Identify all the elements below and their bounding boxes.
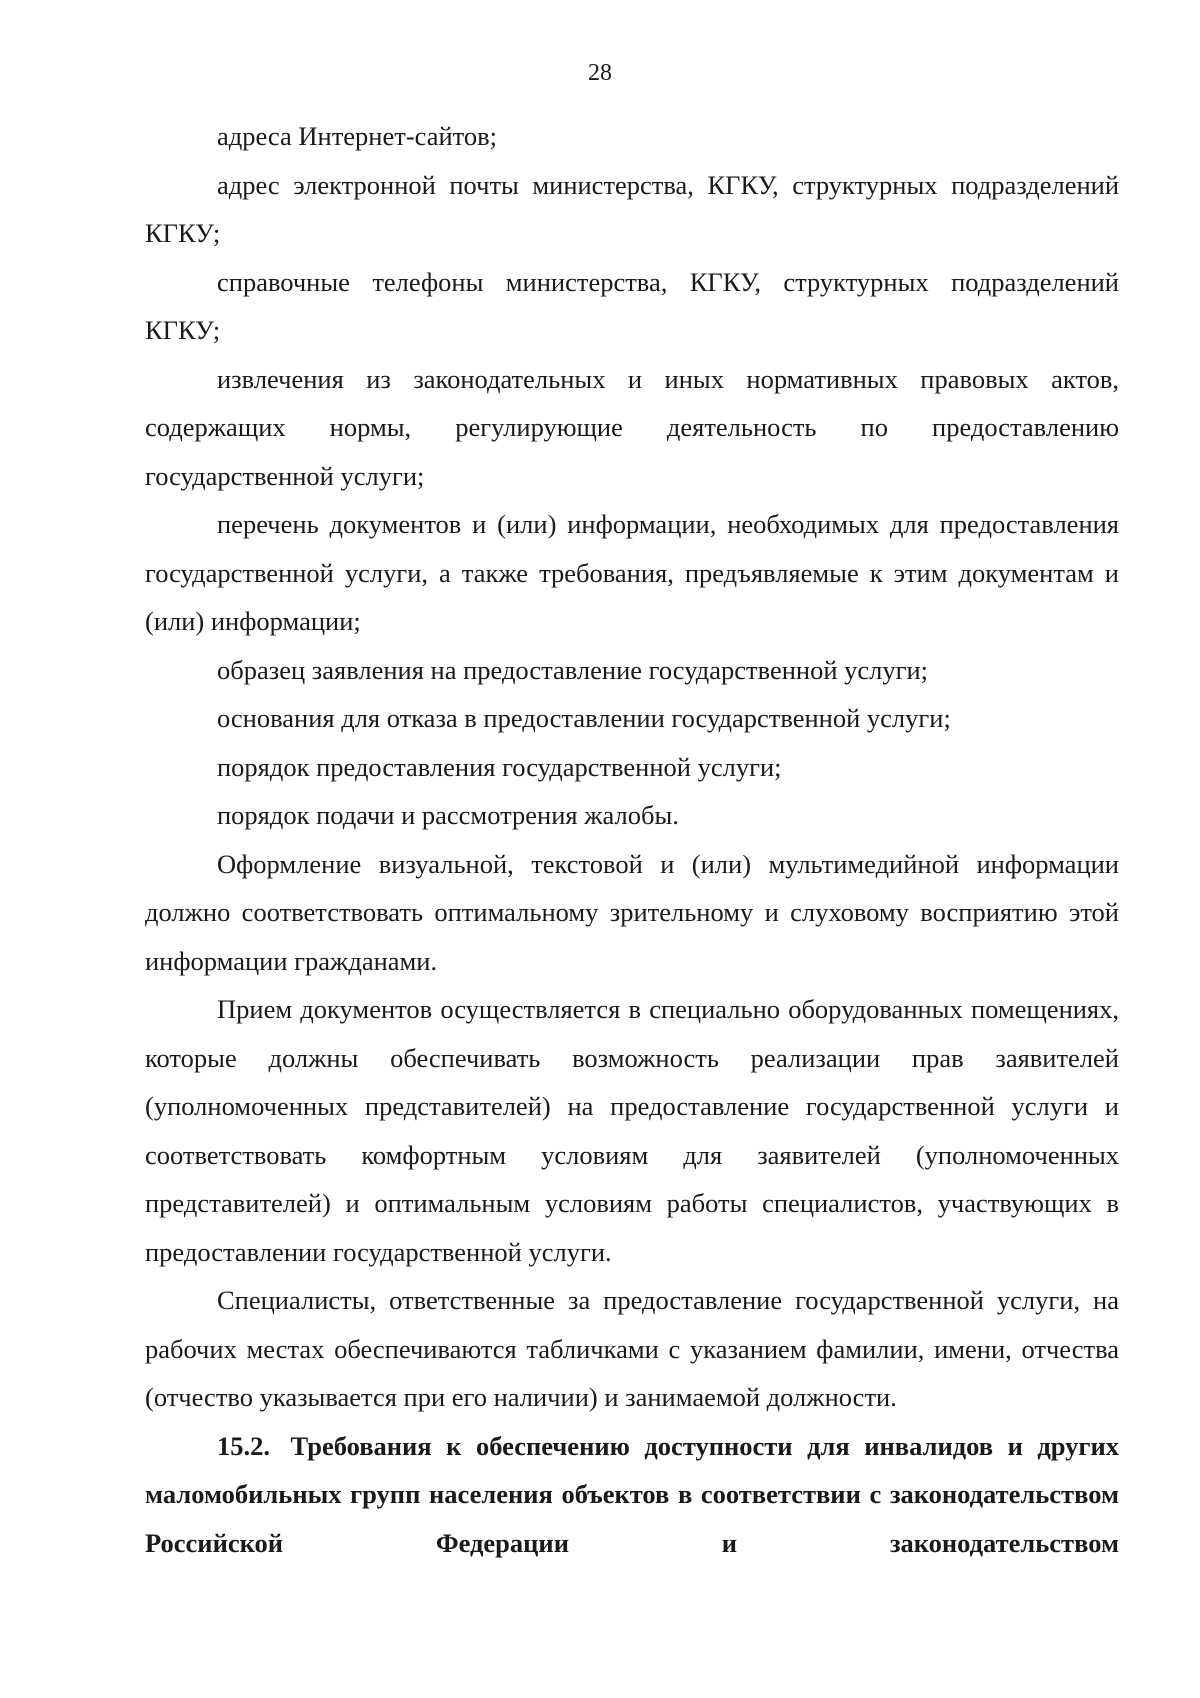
section-title: Требования к обеспечению доступности для инвалидов и других маломобильных групп населения объектов в соответствии с законодательством Российской Федерации и законодательством [145,1430,1119,1558]
paragraph-refusal-grounds: основания для отказа в предоставлении государственной услуги; [217,703,951,733]
paragraph-complaint-procedure: порядок подачи и рассмотрения жалобы. [217,800,679,830]
paragraph-legal-extracts: извлечения из законодательных и иных нормативных правовых актов, содержащих нормы, регулирующие деятельность по предоставлению государственной услуги; [145,363,1119,491]
paragraph-information-design: Оформление визуальной, текстовой и (или) мультимедийной информации должно соответствовать оптимальному зрительному и слуховому восприятию этой информации гражданами. [145,848,1119,976]
paragraph-websites: адреса Интернет-сайтов; [217,121,498,151]
paragraph-phones: справочные телефоны министерства, КГКУ, структурных подразделений КГКУ; [145,266,1119,345]
paragraph-application-sample: образец заявления на предоставление государственной услуги; [217,654,929,685]
section-heading [145,1422,1119,1568]
paragraph-service-procedure: порядок предоставления государственной услуги; [217,751,782,782]
paragraph-specialists-nameplates: Специалисты, ответственные за предоставление государственной услуги, на рабочих местах обеспечиваются табличками с указанием фамилии, имени, отчества (отчество указывается при его наличии) и занимаемой должности. [145,1285,1119,1412]
document-body [145,112,1119,1567]
paragraph-documents-list: перечень документов и (или) информации, необходимых для предоставления государственной услуги, а также требования, предъявляемые к этим документам и (или) информации; [145,509,1119,636]
page-number: 28 [588,60,612,86]
paragraph-document-reception: Прием документов осуществляется в специально оборудованных помещениях, которые должны обеспечивать возможность реализации прав заявителей (уполномоченных представителей) на предоставление государственной услуги и соответствовать комфортным условиям для заявителей (уполномоченных представителей) и оптимальным условиям работы специалистов, участвующих в предоставлении государственной услуги. [145,994,1119,1267]
paragraph-email: адрес электронной почты министерства, КГКУ, структурных подразделений КГКУ; [145,169,1119,248]
section-number: 15.2. [217,1430,270,1461]
